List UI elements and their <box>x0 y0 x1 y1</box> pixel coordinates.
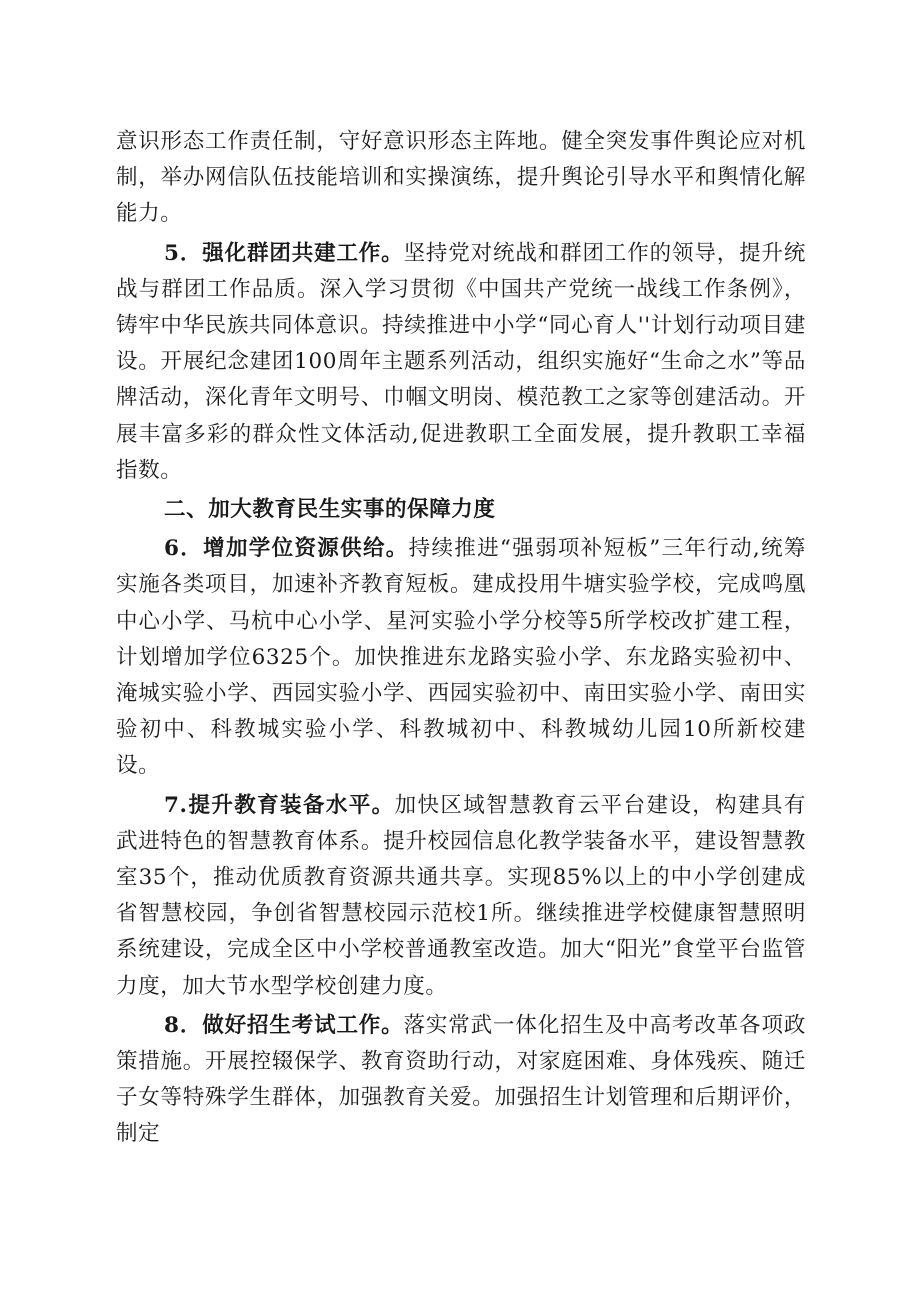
paragraph-text: 意识形态工作责任制，守好意识形态主阵地。健全突发事件舆论应对机制，举办网信队伍技能培训和实操演练，提升舆论引导水平和舆情化解能力。 <box>116 129 806 227</box>
item-8-heading: 8．做好招生考试工作。 <box>164 1012 404 1038</box>
paragraph-item-7 <box>116 788 806 1005</box>
item-5-heading: 5．强化群团共建工作。 <box>164 240 404 266</box>
paragraph-item-5 <box>116 236 806 489</box>
paragraph-item-6 <box>116 531 806 784</box>
paragraph-ideology <box>116 124 806 233</box>
document-page <box>116 124 806 1153</box>
section-heading-text: 二、加大教育民生实事的保障力度 <box>164 497 496 523</box>
paragraph-item-8 <box>116 1008 806 1153</box>
item-8-text: 落实常武一体化招生及中高考改革各项政策措施。开展控辍保学、教育资助行动，对家庭困难、身体残疾、随迁子女等特殊学生群体，加强教育关爱。加强招生计划管理和后期评价，制定 <box>116 1012 806 1147</box>
item-6-text: 持续推进“强弱项补短板”三年行动,统筹实施各类项目，加速补齐教育短板。建成投用牛塘实验学校，完成鸣凰中心小学、马杭中心小学、星河实验小学分校等5所学校改扩建工程，计划增加学位6325个。加快推进东龙路实验小学、东龙路实验初中、淹城实验小学、西园实验小学、西园实验初中、南田实验小学、南田实验初中、科教城实验小学、科教城初中、科教城幼儿园10所新校建设。 <box>116 536 806 779</box>
item-6-heading: 6．增加学位资源供给。 <box>164 536 409 562</box>
item-7-text: 加快区域智慧教育云平台建设，构建具有武进特色的智慧教育体系。提升校园信息化教学装备水平，建设智慧教室35个，推动优质教育资源共通共享。实现85%以上的中小学创建成省智慧校园，争创省智慧校园示范校1所。继续推进学校健康智慧照明系统建设，完成全区中小学校普通教室改造。加大“阳光”食堂平台监管力度，加大节水型学校创建力度。 <box>116 792 806 999</box>
section-heading-2 <box>116 492 806 528</box>
item-7-heading: 7.提升教育装备水平。 <box>164 792 395 818</box>
item-5-text: 坚持党对统战和群团工作的领导，提升统战与群团工作品质。深入学习贯彻《中国共产党统一战线工作条例》，铸牢中华民族共同体意识。持续推进中小学“同心育人''计划行动项目建设。开展纪念建团100周年主题系列活动，组织实施好“生命之水”等品牌活动，深化青年文明号、巾帼文明岗、模范教工之家等创建活动。开展丰富多彩的群众性文体活动,促进教职工全面发展，提升教职工幸福指数。 <box>116 240 806 483</box>
